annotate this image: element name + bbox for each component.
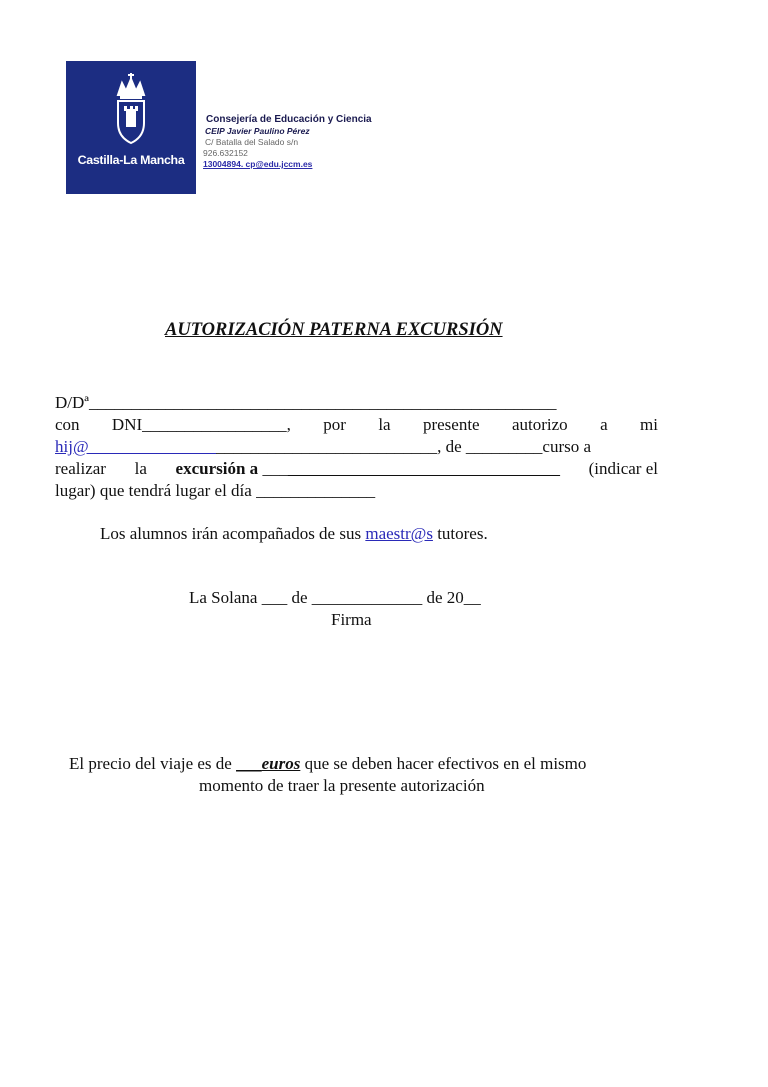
word: a — [600, 415, 608, 434]
parent-name-line: D/Dª_______________________________________________________ — [55, 393, 557, 412]
accompany-text — [100, 523, 488, 545]
dni-line — [55, 414, 658, 436]
institution-logo — [66, 61, 196, 194]
word: presente — [422, 415, 480, 434]
word: mi — [639, 415, 658, 434]
header-address: C/ Batalla del Salado s/n — [205, 137, 299, 147]
teachers-link[interactable]: maestr@s — [365, 524, 433, 543]
place-date-line: La Solana ___ de _____________ de 20__ — [189, 588, 481, 607]
word: por — [323, 415, 346, 434]
excursion-label: excursión a — [175, 459, 259, 478]
word: la — [134, 459, 147, 478]
place-blank-underlined: ________________________________ — [287, 459, 560, 478]
header-school: CEIP Javier Paulino Pérez — [205, 126, 310, 136]
word: realizar — [55, 459, 106, 478]
price-blank: ___ — [236, 754, 262, 773]
header-department: Consejería de Educación y Ciencia — [206, 114, 372, 125]
price-after: que se deben hacer efectivos en el mismo — [300, 754, 587, 773]
place-blank: ___ — [262, 459, 288, 478]
price-euros: euros — [261, 754, 301, 773]
castle-crown-emblem-icon — [66, 61, 196, 194]
dni-field: DNI_________________, — [111, 415, 291, 434]
price-line — [69, 753, 586, 775]
accompany-before: Los alumnos irán acompañados de sus — [100, 524, 366, 543]
accompany-after: tutores. — [432, 524, 488, 543]
signature-label: Firma — [331, 610, 372, 629]
header-email-link[interactable]: 13004894. cp@edu.jccm.es — [203, 159, 313, 169]
date-field-line: lugar) que tendrá lugar el día ______________ — [55, 481, 376, 500]
logo-edge — [192, 130, 196, 194]
course-field: __________________________, de _________curso a — [216, 437, 592, 456]
place-hint: (indicar el — [588, 459, 658, 478]
document-title: AUTORIZACIÓN PATERNA EXCURSIÓN — [165, 320, 503, 340]
child-name-link[interactable]: hij@_______________ — [55, 437, 217, 456]
word: con — [55, 415, 80, 434]
word: la — [378, 415, 391, 434]
word: autorizo — [511, 415, 568, 434]
excursion-line — [55, 458, 658, 480]
logo-wordmark: Castilla-La Mancha — [77, 153, 185, 167]
header-phone: 926.632152 — [203, 148, 248, 158]
excursion-place-field — [176, 458, 560, 480]
price-before: El precio del viaje es de — [69, 754, 237, 773]
child-line — [55, 436, 658, 458]
price-line-2: momento de traer la presente autorización — [199, 776, 485, 795]
